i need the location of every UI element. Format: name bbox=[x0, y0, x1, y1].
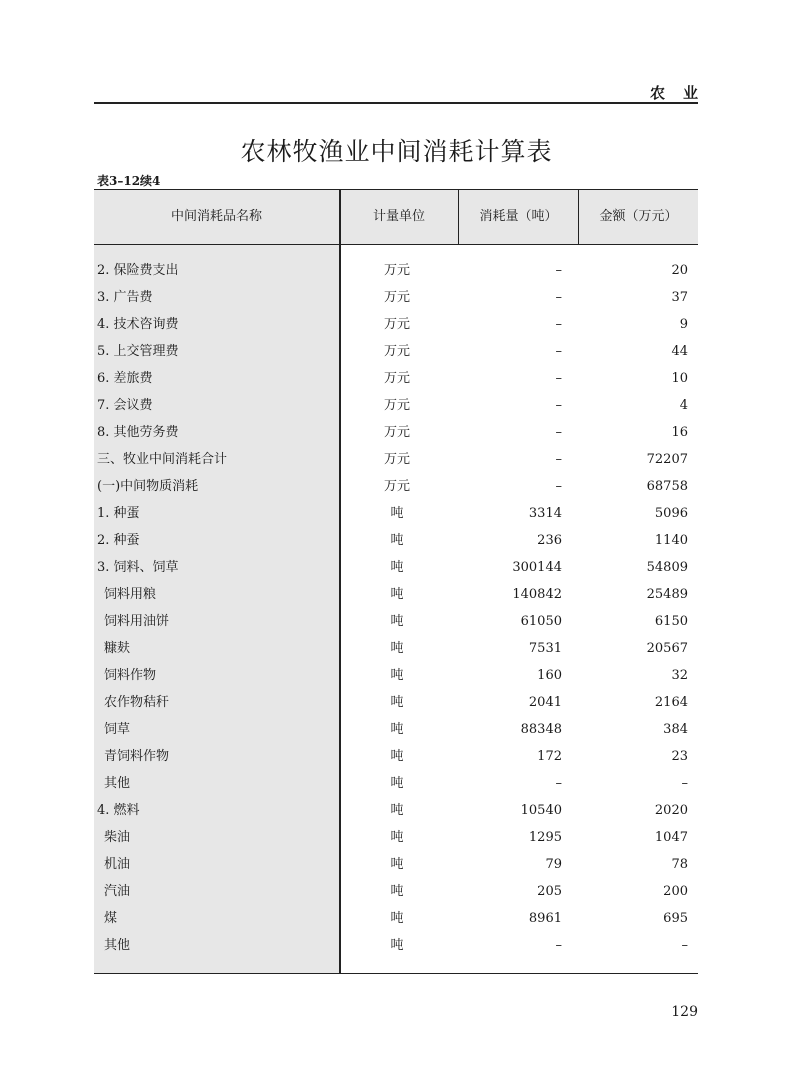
unit-cell: 吨 bbox=[390, 668, 404, 683]
table-row bbox=[94, 257, 698, 284]
item-name: 4. 技术咨询费 bbox=[97, 317, 179, 332]
unit-cell: 万元 bbox=[383, 371, 410, 386]
amount-cell: 37 bbox=[671, 290, 688, 305]
table-row bbox=[94, 554, 698, 581]
amount-cell: 1140 bbox=[654, 533, 688, 548]
table-row bbox=[94, 284, 698, 311]
amount-cell: 32 bbox=[671, 668, 688, 683]
quantity-cell: – bbox=[555, 479, 562, 494]
table-row bbox=[94, 662, 698, 689]
amount-cell: 384 bbox=[663, 722, 688, 737]
amount-cell: 68758 bbox=[646, 479, 688, 494]
item-name: 1. 种蛋 bbox=[97, 506, 140, 521]
quantity-cell: 10540 bbox=[520, 803, 562, 818]
quantity-cell: 205 bbox=[537, 884, 562, 899]
quantity-cell: 140842 bbox=[512, 587, 562, 602]
table-row bbox=[94, 689, 698, 716]
item-name: 5. 上交管理费 bbox=[97, 344, 179, 359]
unit-cell: 吨 bbox=[390, 641, 404, 656]
unit-cell: 吨 bbox=[390, 803, 404, 818]
item-name: (一)中间物质消耗 bbox=[97, 479, 199, 494]
quantity-cell: – bbox=[555, 290, 562, 305]
unit-cell: 吨 bbox=[390, 776, 404, 791]
quantity-cell: – bbox=[555, 425, 562, 440]
item-name: 8. 其他劳务费 bbox=[97, 425, 179, 440]
amount-cell: 72207 bbox=[646, 452, 688, 467]
column-header-quantity: 消耗量（吨） bbox=[479, 209, 558, 224]
table-row bbox=[94, 878, 698, 905]
item-name: 饲草 bbox=[104, 722, 131, 737]
quantity-cell: – bbox=[555, 776, 562, 791]
table-row bbox=[94, 500, 698, 527]
item-name: 三、牧业中间消耗合计 bbox=[97, 452, 228, 467]
table-row bbox=[94, 311, 698, 338]
quantity-cell: 236 bbox=[537, 533, 562, 548]
column-header-name: 中间消耗品名称 bbox=[170, 209, 262, 224]
unit-cell: 万元 bbox=[383, 263, 410, 278]
unit-cell: 吨 bbox=[390, 587, 404, 602]
table-row bbox=[94, 635, 698, 662]
item-name: 饲料作物 bbox=[104, 668, 157, 683]
amount-cell: 78 bbox=[671, 857, 688, 872]
unit-cell: 吨 bbox=[390, 830, 404, 845]
unit-cell: 吨 bbox=[390, 506, 404, 521]
unit-cell: 万元 bbox=[383, 479, 410, 494]
unit-cell: 吨 bbox=[390, 938, 404, 953]
header-divider bbox=[94, 244, 698, 245]
unit-cell: 吨 bbox=[390, 857, 404, 872]
unit-cell: 万元 bbox=[383, 398, 410, 413]
unit-cell: 吨 bbox=[390, 749, 404, 764]
item-name: 2. 保险费支出 bbox=[97, 263, 179, 278]
quantity-cell: – bbox=[555, 263, 562, 278]
table-row bbox=[94, 797, 698, 824]
quantity-cell: – bbox=[555, 371, 562, 386]
item-name: 饲料用粮 bbox=[104, 587, 157, 602]
item-name: 饲料用油饼 bbox=[104, 614, 170, 629]
unit-cell: 万元 bbox=[383, 425, 410, 440]
amount-cell: 1047 bbox=[654, 830, 688, 845]
table-row bbox=[94, 581, 698, 608]
table-row bbox=[94, 905, 698, 932]
quantity-cell: 7531 bbox=[528, 641, 562, 656]
table-caption: 表3–12续4 bbox=[97, 174, 161, 188]
table-row bbox=[94, 338, 698, 365]
item-name: 柴油 bbox=[104, 830, 131, 845]
quantity-cell: 3314 bbox=[528, 506, 562, 521]
page-title: 农林牧渔业中间消耗计算表 bbox=[240, 137, 553, 166]
table-row bbox=[94, 473, 698, 500]
item-name: 汽油 bbox=[104, 884, 131, 899]
amount-cell: 9 bbox=[679, 317, 688, 332]
unit-cell: 万元 bbox=[383, 344, 410, 359]
quantity-cell: – bbox=[555, 938, 562, 953]
amount-cell: 2020 bbox=[654, 803, 688, 818]
unit-cell: 吨 bbox=[390, 614, 404, 629]
quantity-cell: 172 bbox=[537, 749, 562, 764]
item-name: 4. 燃料 bbox=[97, 803, 140, 818]
quantity-cell: 2041 bbox=[528, 695, 562, 710]
amount-cell: 20 bbox=[671, 263, 688, 278]
item-name: 其他 bbox=[104, 938, 131, 953]
section-title: 农业 bbox=[649, 84, 716, 102]
item-name: 3. 饲料、饲草 bbox=[97, 560, 179, 575]
quantity-cell: 8961 bbox=[528, 911, 562, 926]
item-name: 机油 bbox=[104, 857, 131, 872]
quantity-cell: 300144 bbox=[512, 560, 562, 575]
table-row bbox=[94, 392, 698, 419]
unit-cell: 万元 bbox=[383, 317, 410, 332]
unit-cell: 吨 bbox=[390, 911, 404, 926]
table-row bbox=[94, 365, 698, 392]
amount-cell: 6150 bbox=[654, 614, 688, 629]
amount-cell: 54809 bbox=[646, 560, 688, 575]
quantity-cell: – bbox=[555, 344, 562, 359]
unit-cell: 吨 bbox=[390, 884, 404, 899]
item-name: 农作物秸秆 bbox=[104, 695, 170, 710]
unit-cell: 吨 bbox=[390, 533, 404, 548]
section-header bbox=[94, 80, 716, 104]
item-name: 糠麸 bbox=[104, 641, 131, 656]
unit-cell: 万元 bbox=[383, 452, 410, 467]
amount-cell: 4 bbox=[679, 398, 688, 413]
amount-cell: – bbox=[681, 938, 688, 953]
item-name: 7. 会议费 bbox=[97, 398, 153, 413]
quantity-cell: 1295 bbox=[528, 830, 562, 845]
item-name: 2. 种蚕 bbox=[97, 533, 140, 548]
amount-cell: 25489 bbox=[646, 587, 688, 602]
table-row bbox=[94, 824, 698, 851]
amount-cell: 23 bbox=[671, 749, 688, 764]
unit-cell: 吨 bbox=[390, 695, 404, 710]
quantity-cell: 79 bbox=[545, 857, 562, 872]
table-row bbox=[94, 716, 698, 743]
quantity-cell: 88348 bbox=[520, 722, 562, 737]
table-row bbox=[94, 932, 698, 959]
column-header-unit: 计量单位 bbox=[372, 209, 425, 224]
amount-cell: 5096 bbox=[654, 506, 688, 521]
unit-cell: 万元 bbox=[383, 290, 410, 305]
table-row bbox=[94, 743, 698, 770]
amount-cell: 16 bbox=[671, 425, 688, 440]
amount-cell: 200 bbox=[663, 884, 688, 899]
table-row bbox=[94, 527, 698, 554]
quantity-cell: – bbox=[555, 452, 562, 467]
quantity-cell: 61050 bbox=[520, 614, 562, 629]
column-header-amount: 金额（万元） bbox=[599, 209, 678, 224]
table-row bbox=[94, 770, 698, 797]
unit-cell: 吨 bbox=[390, 722, 404, 737]
consumption-table bbox=[94, 189, 698, 974]
table-row bbox=[94, 608, 698, 635]
item-name: 其他 bbox=[104, 776, 131, 791]
table-row bbox=[94, 446, 698, 473]
quantity-cell: – bbox=[555, 398, 562, 413]
page-number: 129 bbox=[671, 1004, 698, 1020]
table-row bbox=[94, 851, 698, 878]
amount-cell: 695 bbox=[663, 911, 688, 926]
item-name: 6. 差旅费 bbox=[97, 371, 153, 386]
amount-cell: 10 bbox=[671, 371, 688, 386]
amount-cell: 20567 bbox=[646, 641, 688, 656]
item-name: 煤 bbox=[104, 911, 118, 926]
quantity-cell: – bbox=[555, 317, 562, 332]
item-name: 3. 广告费 bbox=[97, 290, 153, 305]
amount-cell: 2164 bbox=[654, 695, 688, 710]
amount-cell: 44 bbox=[671, 344, 688, 359]
unit-cell: 吨 bbox=[390, 560, 404, 575]
quantity-cell: 160 bbox=[537, 668, 562, 683]
table-row bbox=[94, 419, 698, 446]
amount-cell: – bbox=[681, 776, 688, 791]
item-name: 青饲料作物 bbox=[104, 749, 170, 764]
